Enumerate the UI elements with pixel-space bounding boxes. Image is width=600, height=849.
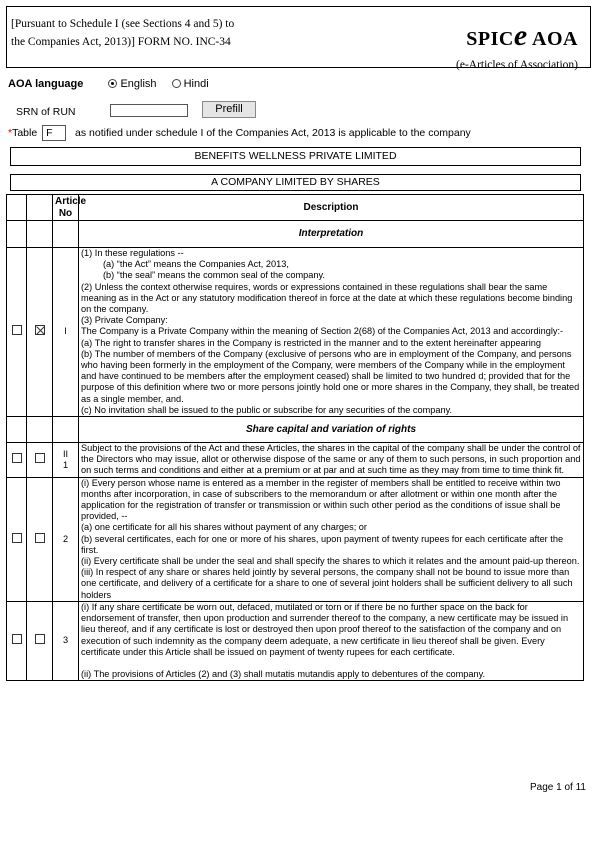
section-interpretation: Interpretation: [79, 221, 584, 248]
article-line: (iii) In respect of any share or shares held jointly by several persons, the company shall not be bound to issue more than one certificate, and delivery of a certificate for a share to one of several joint holders shall be sufficient delivery to all such holders: [81, 567, 573, 600]
table-row: [7, 443, 584, 478]
article-number: 3: [53, 601, 79, 680]
prefill-button[interactable]: Prefill: [202, 101, 256, 118]
table-label: Table: [12, 126, 38, 139]
checkbox[interactable]: [35, 634, 45, 644]
hindi-radio[interactable]: [172, 79, 181, 88]
table-applicability-row: [8, 125, 471, 141]
article-line: (b) several certificates, each for one or more of his shares, upon payment of twenty rupees for each certificate after the first.: [81, 533, 564, 555]
srn-input[interactable]: [110, 104, 188, 117]
articles-table: [6, 194, 584, 681]
form-header: [6, 6, 591, 71]
english-label: English: [120, 78, 157, 90]
table-row: [7, 248, 584, 417]
brand-suffix: AOA: [527, 28, 578, 50]
article-line: (b) “the seal” means the common seal of the company.: [103, 270, 325, 281]
form-reference: [11, 15, 331, 51]
article-line: (i) If any share certificate be worn out, defaced, mutilated or torn or if there be no further space on the back for endorsement of transfer, then upon production and surrender thereof to the company, a new certificate may be issued in lieu thereof, and if any certificate is lost or destroyed then upon proof thereof to the satisfaction of the company and on execution of such indemnity as the company deem adequate, a new certificate in lieu thereof shall be given. Every certificate under this Article shall be issued on payment of twenty rupees for each certificate.: [81, 601, 569, 657]
checkbox[interactable]: [12, 634, 22, 644]
section-share-capital: Share capital and variation of rights: [79, 417, 584, 443]
article-line: (a) one certificate for all his shares without payment of any charges; or: [81, 522, 367, 533]
header-description: Description: [79, 195, 584, 221]
article-line: (i) Every person whose name is entered as a member in the register of members shall be entitled to receive within two months after incorporation, in case of subscribers to the memorandum or after allotment or within one month after the application for the registration of transfer or transmission or within such other period as the conditions of issue shall be provided, --: [81, 477, 561, 522]
brand-title: [456, 19, 578, 53]
checkbox[interactable]: [12, 453, 22, 463]
table-row: [7, 601, 584, 680]
company-type-field: A COMPANY LIMITED BY SHARES: [10, 174, 581, 191]
hindi-label: Hindi: [183, 78, 209, 90]
article-number: 2: [53, 477, 79, 601]
checkbox-crossed[interactable]: [35, 325, 45, 335]
form-reference-line1: [Pursuant to Schedule I (see Sections 4 and 5) to: [11, 18, 235, 30]
article-line: (3) Private Company:: [81, 315, 168, 326]
section-row-share-capital: [7, 417, 584, 443]
article-line: (1) In these regulations --: [81, 248, 184, 258]
brand-subtitle: (e-Articles of Association): [456, 59, 578, 71]
article-line: Subject to the provisions of the Act and these Articles, the shares in the capital of the company shall be under the control of the Directors who may issue, allot or otherwise dispose of the same or any of them to such persons, in such proportion and on such terms and conditions and either at a premium or at par and at such time as they may from time to time think fit.: [81, 443, 581, 476]
article-line: (b) The number of members of the Company (exclusive of persons who are in employment of the Company, and persons who having been formerly in the employment of the Company, were members of the Company while in the employment and have continued to be members after the employment ceased) shall be limited to two hundred d; provided that for the purpose of this definition where two or more persons jointly hold one or more shares in the Company, they shall, be treated as a single member, and.: [81, 348, 580, 404]
section-row-interpretation: [7, 221, 584, 248]
brand-block: [456, 19, 578, 71]
article-line: (c) No invitation shall be issued to the public or subscribe for any securities of the company.: [81, 404, 453, 415]
article-line: (ii) Every certificate shall be under the seal and shall specify the shares to which it relates and the amount paid-up thereon.: [81, 556, 580, 567]
company-name-field[interactable]: BENEFITS WELLNESS PRIVATE LIMITED: [10, 147, 581, 166]
page-number: Page 1 of 11: [530, 782, 586, 793]
table-input[interactable]: F: [42, 125, 66, 141]
header-article-no: Article No: [53, 195, 79, 221]
article-description: [79, 248, 584, 417]
table-row: [7, 477, 584, 601]
required-marker: *: [8, 126, 13, 139]
article-number: [53, 443, 79, 478]
table-header-row: [7, 195, 584, 221]
article-description: [79, 443, 584, 478]
article-description: [79, 477, 584, 601]
checkbox[interactable]: [35, 453, 45, 463]
aoa-language-label: AOA language: [8, 78, 84, 90]
form-reference-line2: the Companies Act, 2013)] FORM NO. INC-34: [11, 36, 231, 48]
header-blank-1: [7, 195, 27, 221]
english-radio[interactable]: [108, 79, 117, 88]
checkbox[interactable]: [12, 533, 22, 543]
article-chapter-number: II: [62, 448, 69, 459]
checkbox[interactable]: [35, 533, 45, 543]
brand-e-logo: e: [513, 19, 528, 52]
article-line: The Company is a Private Company within the meaning of Section 2(68) of the Companies Act, 2013 and accordingly:-: [81, 326, 564, 337]
table-suffix-text: as notified under schedule I of the Companies Act, 2013 is applicable to the company: [75, 126, 471, 139]
article-line: (ii) The provisions of Articles (2) and (3) shall mutatis mutandis apply to debentures of the company.: [81, 668, 486, 679]
brand-prefix: SPIC: [466, 28, 514, 50]
header-blank-2: [27, 195, 53, 221]
article-line: [81, 658, 581, 669]
article-number: I: [53, 248, 79, 417]
srn-label: SRN of RUN: [16, 106, 76, 118]
article-line: (a) “the Act” means the Companies Act, 2013,: [103, 259, 289, 270]
checkbox[interactable]: [12, 325, 22, 335]
article-description: [79, 601, 584, 680]
article-line: (a) The right to transfer shares in the Company is restricted in the manner and to the extent hereinafter appearing: [81, 337, 541, 348]
aoa-language-row: [8, 78, 209, 90]
article-line: (2) Unless the context otherwise requires, words or expressions contained in these regulations shall bear the same meaning as in the Act or any statutory modification thereof in force at the date at which these regulations become binding on the company.: [81, 281, 573, 315]
article-sub-number: 1: [62, 459, 69, 470]
